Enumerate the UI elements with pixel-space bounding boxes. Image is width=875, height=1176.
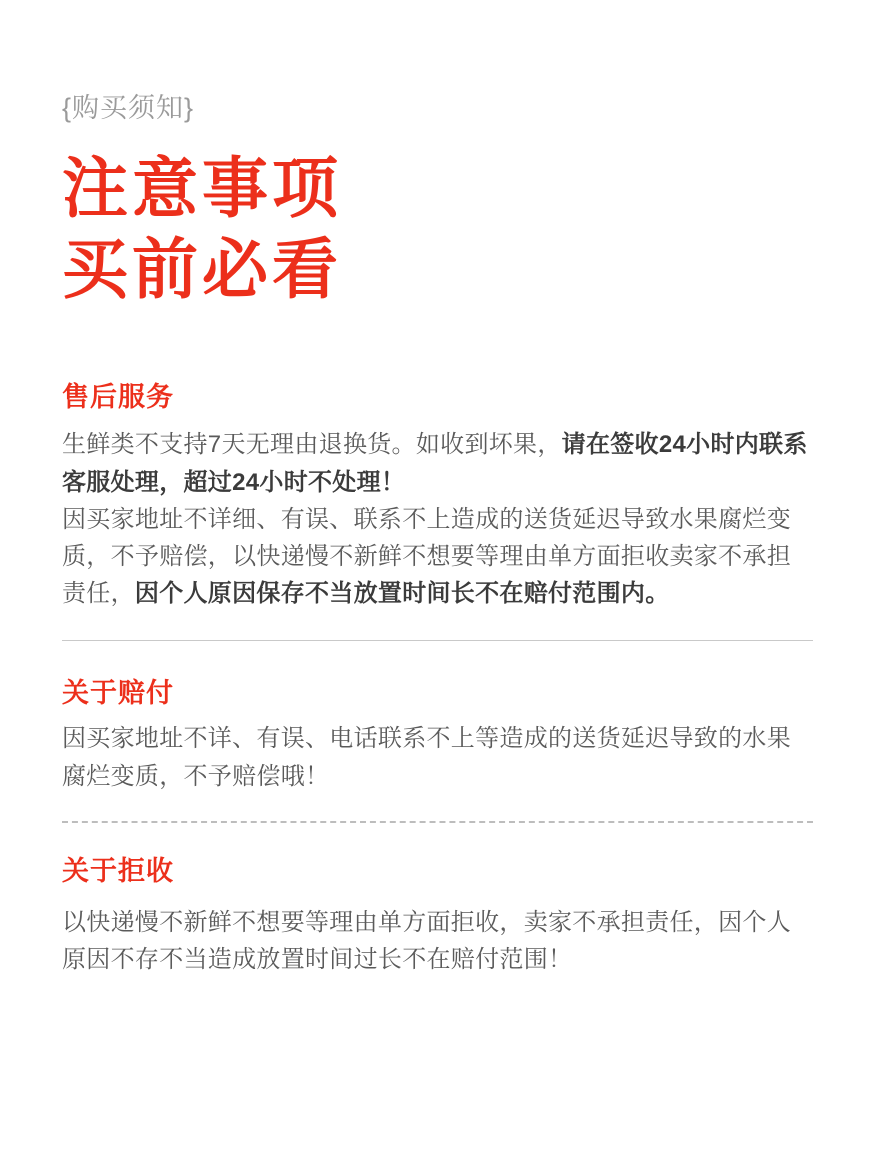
- paragraph: [62, 501, 813, 613]
- emphasis-text: 因个人原因保存不当放置时间长不在赔付范围内。: [134, 580, 670, 608]
- page-title-line-2: 买前必看: [62, 231, 342, 306]
- body-text: 以快递慢不新鲜不想要等理由单方面拒收，卖家不承担责任，因个人原因不存不当造成放置时间过长不在赔付范围！: [62, 908, 791, 973]
- divider-solid: [62, 640, 813, 641]
- notice-page: [0, 92, 875, 1176]
- paragraph: [62, 426, 813, 500]
- section-title: 关于赔付: [62, 678, 174, 709]
- section-rejection: [62, 849, 813, 978]
- section-body: [62, 426, 813, 612]
- page-title-line-1: 注意事项: [62, 151, 342, 226]
- page-title: [62, 148, 813, 309]
- paragraph: [62, 720, 813, 794]
- body-text: 生鲜类不支持7天无理由退换货。如收到坏果，: [62, 431, 562, 459]
- section-compensation: [62, 671, 813, 794]
- body-text: 因买家地址不详细、有误、联系不上造成的送货延迟导致水果腐烂变质，不予赔偿，以快递慢不新鲜不想要等理由单方面拒收卖家不承担责任，: [62, 505, 791, 608]
- emphasis-text: 请在签收24小时内联系客服处理，超过24小时不处理！: [62, 431, 808, 496]
- section-after-sales-service: [62, 375, 813, 612]
- section-title: 关于拒收: [62, 855, 174, 886]
- page-kicker: {购买须知}: [62, 93, 195, 123]
- paragraph: [62, 904, 813, 978]
- divider-dashed: [62, 821, 813, 823]
- section-title: 售后服务: [62, 382, 174, 413]
- body-text: 因买家地址不详、有误、电话联系不上等造成的送货延迟导致的水果腐烂变质，不予赔偿哦！: [62, 725, 791, 790]
- section-body: [62, 720, 813, 794]
- section-body: [62, 904, 813, 978]
